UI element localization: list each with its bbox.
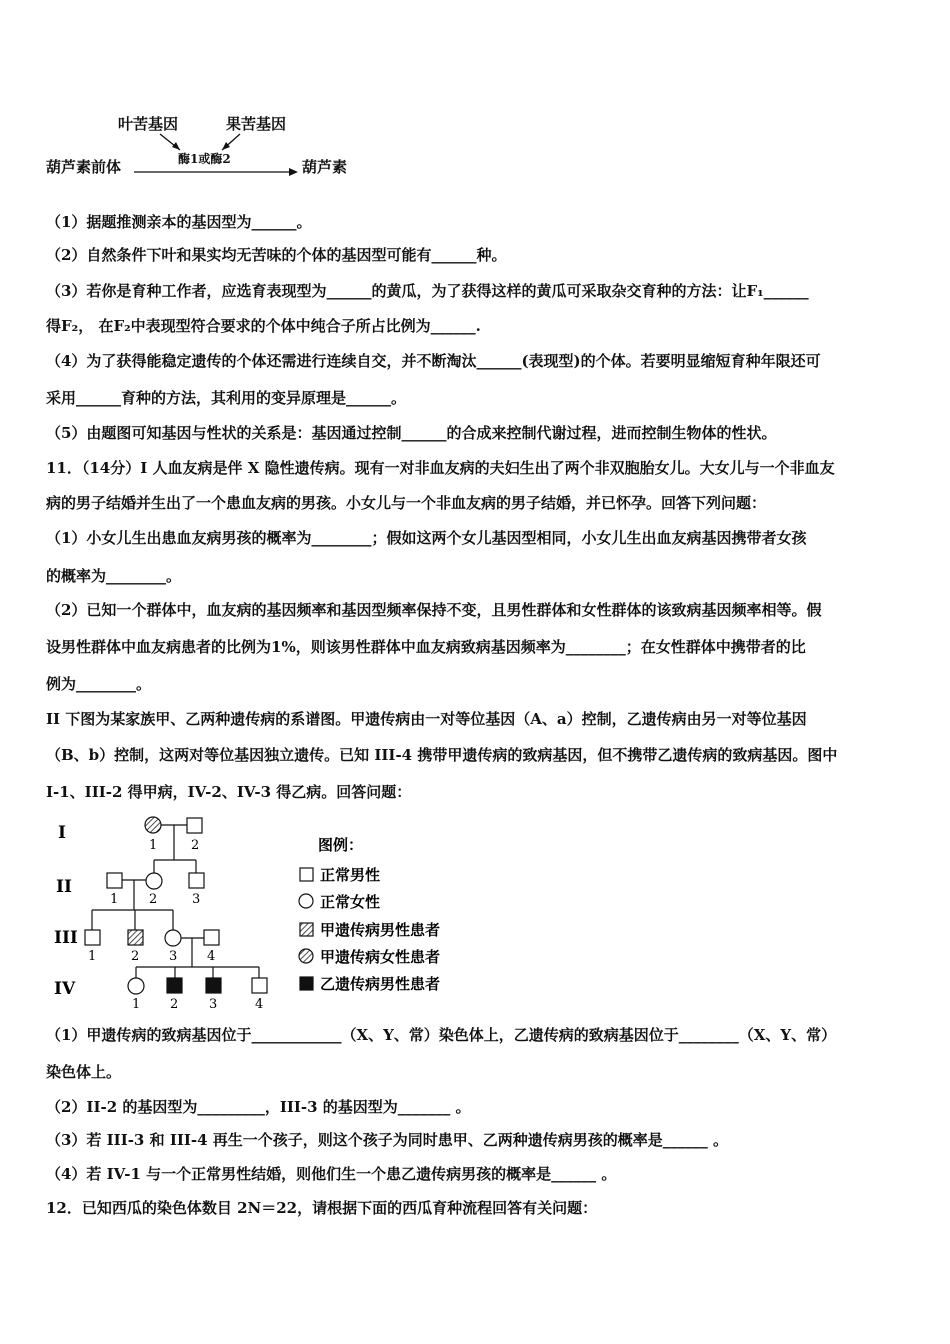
legend-disease-a-male-icon [300, 923, 313, 936]
pedigree-chart [40, 812, 480, 1012]
pedigree-ii-3-male [189, 873, 204, 888]
legend-disease-a-male: 甲遗传病男性患者 [320, 921, 441, 939]
pedigree-iv-3-affected-male [206, 978, 221, 993]
pedigree-i-1-affected-female [145, 817, 161, 833]
q11b-line-2: 染色体上。 [46, 1063, 122, 1081]
q11-line-2: 病的男子结婚并生出了一个患血友病的男孩。小女儿与一个非血友病的男子结婚，并已怀孕。回答下列问题： [46, 494, 767, 512]
q11-line-8: II 下图为某家族甲、乙两种遗传病的系谱图。甲遗传病由一对等位基因（A、a）控制，乙遗传病由另一对等位基因 [46, 710, 807, 728]
q11-line-7: 例为________。 [46, 675, 152, 693]
q11b-line-4: （3）若 III-3 和 III-4 再生一个孩子，则这个孩子为同时患甲、乙两种遗传病男孩的概率是______ 。 [46, 1131, 728, 1149]
q11-line-9: （B、b）控制，这两对等位基因独立遗传。已知 III-4 携带甲遗传病的致病基因，但不携带乙遗传病的致病基因。图中 [46, 746, 838, 764]
q10-line-3: （3）若你是育种工作者，应选育表现型为______的黄瓜，为了获得这样的黄瓜可采取杂交育种的方法：让F₁______ [46, 282, 809, 300]
gen-label-i: I [58, 823, 66, 843]
legend-normal-female-icon [299, 894, 313, 908]
gen-label-iii: III [54, 928, 78, 948]
svg-text:4: 4 [255, 997, 264, 1012]
precursor-label: 葫芦素前体 [46, 158, 122, 176]
enzyme-label: 酶1或酶2 [178, 152, 231, 166]
q11-line-5: （2）已知一个群体中，血友病的基因频率和基因型频率保持不变，且男性群体和女性群体的该致病基因频率相等。假 [46, 601, 822, 619]
legend-normal-female: 正常女性 [320, 893, 381, 911]
q10-line-4: 得F₂， 在F₂中表现型符合要求的个体中纯合子所占比例为______. [46, 317, 481, 335]
pedigree-iv-2-affected-male [167, 978, 182, 993]
svg-text:4: 4 [207, 949, 216, 964]
pedigree-iii-2-affected-male [128, 930, 143, 945]
svg-text:2: 2 [131, 949, 140, 964]
q11-line-6: 设男性群体中血友病患者的比例为1%，则该男性群体中血友病致病基因频率为________；在女性群体中携带者的比 [46, 638, 806, 656]
legend-title: 图例： [318, 836, 364, 854]
pedigree-iii-4-male [204, 930, 219, 945]
q12-line-1: 12．已知西瓜的染色体数目 2N＝22，请根据下面的西瓜育种流程回答有关问题： [46, 1199, 598, 1217]
legend-normal-male: 正常男性 [320, 866, 381, 884]
pedigree-i-2-male [187, 818, 202, 833]
pedigree-ii-2-female [146, 873, 162, 889]
pedigree-iv-1-female [128, 978, 144, 994]
legend-disease-a-female-icon [299, 949, 313, 963]
q11-line-1: 11．（14分）I 人血友病是伴 X 隐性遗传病。现有一对非血友病的夫妇生出了两个非双胞胎女儿。大女儿与一个非血友 [46, 459, 835, 477]
pedigree-iv-4-male [252, 978, 267, 993]
pedigree-ii-1-male [107, 873, 122, 888]
legend-disease-b-male-icon [300, 977, 313, 990]
svg-text:2: 2 [149, 892, 158, 907]
q11b-line-5: （4）若 IV-1 与一个正常男性结婚，则他们生一个患乙遗传病男孩的概率是______ 。 [46, 1165, 617, 1183]
svg-text:2: 2 [191, 838, 200, 853]
gen-label-ii: II [56, 877, 72, 897]
product-label: 葫芦素 [302, 158, 348, 176]
q10-line-6: 采用______育种的方法，其利用的变异原理是______。 [46, 389, 407, 407]
q11-line-3: （1）小女儿生出患血友病男孩的概率为________；假如这两个女儿基因型相同，小女儿生出血友病基因携带者女孩 [46, 529, 807, 547]
fruit-gene-label: 果苦基因 [226, 115, 287, 133]
pedigree-iii-1-male [85, 930, 100, 945]
q10-line-2: （2）自然条件下叶和果实均无苦味的个体的基因型可能有______种。 [46, 246, 507, 264]
svg-text:1: 1 [132, 997, 141, 1012]
q10-line-5: （4）为了获得能稳定遗传的个体还需进行连续自交，并不断淘汰______(表现型)的个体。若要明显缩短育种年限还可 [46, 352, 821, 370]
q11b-line-1: （1）甲遗传病的致病基因位于____________（X、Y、常）染色体上，乙遗传病的致病基因位于________（X、Y、常） [46, 1026, 837, 1044]
svg-text:1: 1 [88, 949, 97, 964]
svg-text:3: 3 [192, 892, 201, 907]
pathway-arrows [0, 0, 950, 200]
legend-disease-a-female: 甲遗传病女性患者 [320, 948, 441, 966]
legend-disease-b-male: 乙遗传病男性患者 [320, 975, 441, 993]
legend-normal-male-icon [300, 868, 313, 881]
q10-line-7: （5）由题图可知基因与性状的关系是：基因通过控制______的合成来控制代谢过程，进而控制生物体的性状。 [46, 424, 777, 442]
pedigree-iii-3-female [165, 930, 181, 946]
svg-text:3: 3 [169, 949, 178, 964]
leaf-gene-label: 叶苦基因 [118, 115, 179, 133]
q11-line-4: 的概率为________。 [46, 567, 182, 585]
gen-label-iv: IV [54, 979, 76, 999]
svg-text:2: 2 [170, 997, 179, 1012]
svg-text:1: 1 [149, 838, 158, 853]
q11b-line-3: （2）II-2 的基因型为_________，III-3 的基因型为_______ 。 [46, 1098, 471, 1116]
svg-text:1: 1 [110, 892, 119, 907]
q11-line-10: I-1、III-2 得甲病，IV-2、IV-3 得乙病。回答问题： [46, 783, 412, 801]
svg-text:3: 3 [209, 997, 218, 1012]
q10-line-1: （1）据题推测亲本的基因型为______。 [46, 213, 312, 231]
